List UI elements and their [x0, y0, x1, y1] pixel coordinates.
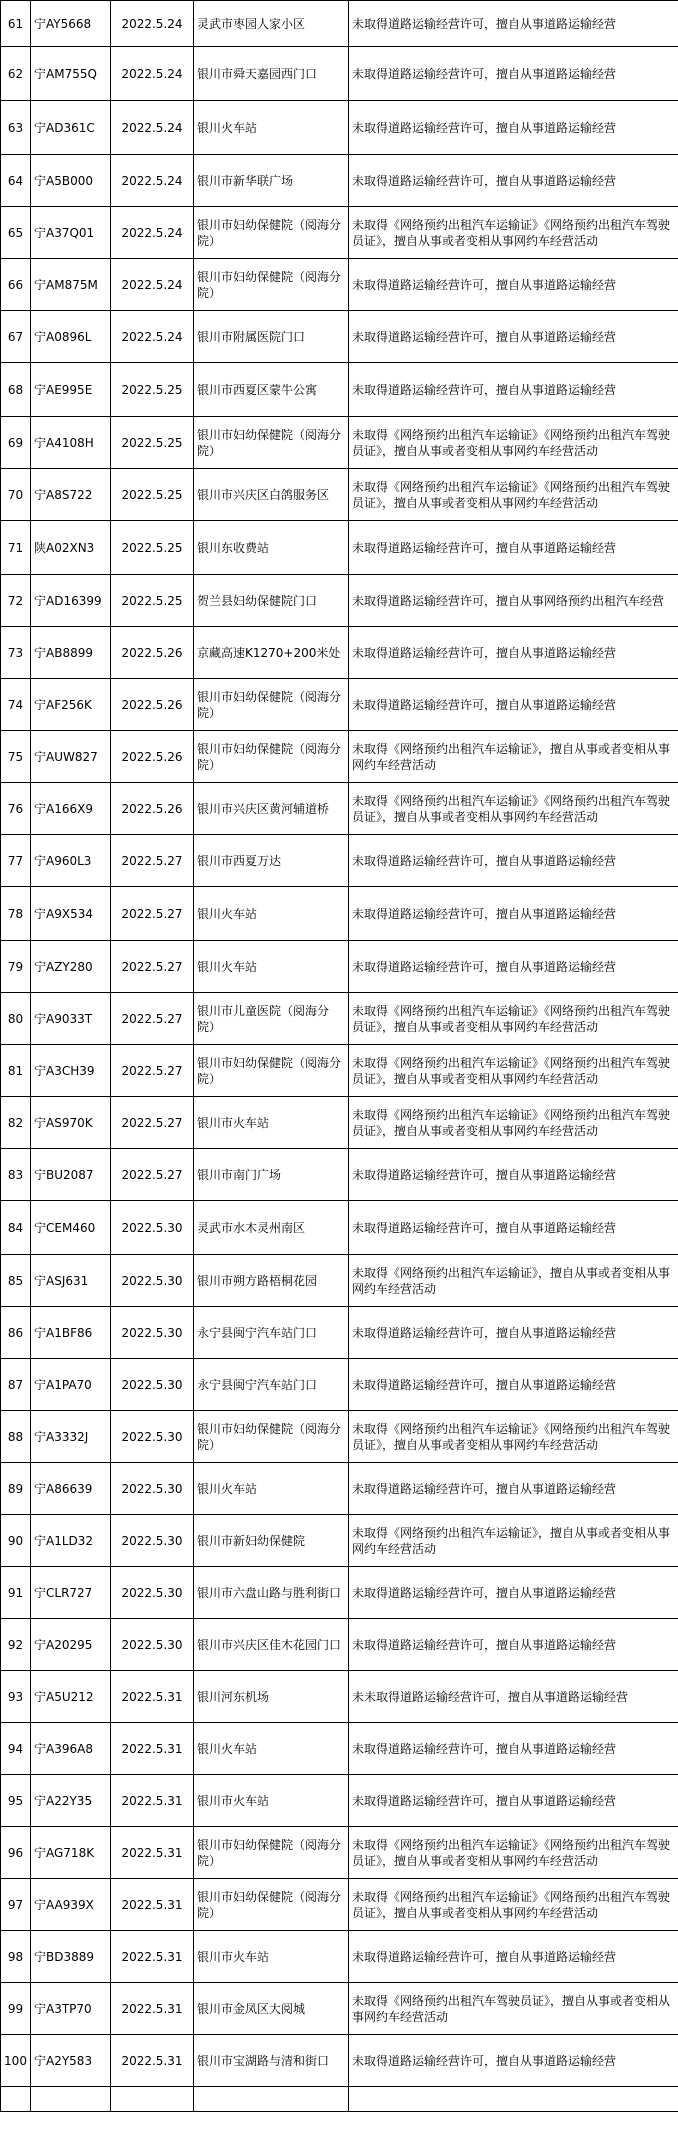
record-date: 2022.5.31 — [111, 1827, 194, 1879]
plate-number: 宁AF256K — [31, 679, 111, 731]
record-date: 2022.5.26 — [111, 731, 194, 783]
record-number: 89 — [1, 1463, 31, 1515]
record-number: 75 — [1, 731, 31, 783]
location: 银川市妇幼保健院（阅海分院） — [194, 207, 349, 259]
table-row — [1, 1515, 678, 1567]
location: 贺兰县妇幼保健院门口 — [194, 575, 349, 627]
record-date: 2022.5.27 — [111, 835, 194, 887]
plate-number: 宁A9X534 — [31, 887, 111, 941]
table-row — [1, 731, 678, 783]
table-row — [1, 521, 678, 575]
record-date: 2022.5.30 — [111, 1201, 194, 1255]
record-date: 2022.5.24 — [111, 47, 194, 101]
location: 银川市兴庆区白鸽服务区 — [194, 469, 349, 521]
record-number: 88 — [1, 1411, 31, 1463]
record-number — [1, 2087, 31, 2112]
location: 永宁县闽宁汽车站门口 — [194, 1359, 349, 1411]
record-date: 2022.5.24 — [111, 1, 194, 47]
record-number: 69 — [1, 417, 31, 469]
record-date: 2022.5.27 — [111, 1045, 194, 1097]
table-row — [1, 1255, 678, 1307]
record-date: 2022.5.24 — [111, 101, 194, 155]
record-number: 100 — [1, 2035, 31, 2087]
record-number: 74 — [1, 679, 31, 731]
record-number: 77 — [1, 835, 31, 887]
record-date: 2022.5.24 — [111, 311, 194, 363]
table-row — [1, 417, 678, 469]
record-date: 2022.5.26 — [111, 783, 194, 835]
table-row — [1, 1619, 678, 1671]
violations-table-body — [1, 1, 678, 2112]
violation-description: 未取得道路运输经营许可，擅自从事道路运输经营 — [349, 311, 678, 363]
location: 银川市西夏区蒙牛公寓 — [194, 363, 349, 417]
record-date: 2022.5.24 — [111, 207, 194, 259]
plate-number: 宁BU2087 — [31, 1149, 111, 1201]
plate-number: 宁AUW827 — [31, 731, 111, 783]
table-row — [1, 259, 678, 311]
violation-description: 未取得道路运输经营许可，擅自从事道路运输经营 — [349, 521, 678, 575]
location: 银川市兴庆区佳木花园门口 — [194, 1619, 349, 1671]
record-date: 2022.5.25 — [111, 521, 194, 575]
table-row — [1, 1567, 678, 1619]
violation-description: 未取得道路运输经营许可，擅自从事道路运输经营 — [349, 1619, 678, 1671]
location: 银川市附属医院门口 — [194, 311, 349, 363]
table-row — [1, 207, 678, 259]
record-date: 2022.5.30 — [111, 1255, 194, 1307]
location: 银川市妇幼保健院（阅海分院） — [194, 417, 349, 469]
record-number: 99 — [1, 1983, 31, 2035]
table-row — [1, 1879, 678, 1931]
record-date: 2022.5.31 — [111, 1723, 194, 1775]
record-date: 2022.5.30 — [111, 1307, 194, 1359]
plate-number: 宁A0896L — [31, 311, 111, 363]
violation-description: 未取得道路运输经营许可，擅自从事道路运输经营 — [349, 1567, 678, 1619]
violation-description: 未取得道路运输经营许可，擅自从事道路运输经营 — [349, 627, 678, 679]
plate-number: 宁A5U212 — [31, 1671, 111, 1723]
record-date: 2022.5.25 — [111, 417, 194, 469]
plate-number: 宁CEM460 — [31, 1201, 111, 1255]
table-row — [1, 1723, 678, 1775]
location: 银川市兴庆区黄河辅道桥 — [194, 783, 349, 835]
location: 银川市新华联广场 — [194, 155, 349, 207]
plate-number: 宁A3332J — [31, 1411, 111, 1463]
violation-description: 未取得《网络预约出租汽车运输证》《网络预约出租汽车驾驶员证》，擅自从事或者变相从事网约车经营活动 — [349, 417, 678, 469]
record-date: 2022.5.31 — [111, 2035, 194, 2087]
plate-number: 宁AB8899 — [31, 627, 111, 679]
record-number: 63 — [1, 101, 31, 155]
location: 银川市朔方路梧桐花园 — [194, 1255, 349, 1307]
table-row — [1, 1775, 678, 1827]
plate-number: 宁A20295 — [31, 1619, 111, 1671]
table-row — [1, 575, 678, 627]
record-number: 94 — [1, 1723, 31, 1775]
location: 银川市火车站 — [194, 1775, 349, 1827]
plate-number: 宁A9033T — [31, 993, 111, 1045]
table-row — [1, 1359, 678, 1411]
record-date: 2022.5.30 — [111, 1359, 194, 1411]
record-number: 86 — [1, 1307, 31, 1359]
table-row — [1, 2087, 678, 2112]
record-number: 98 — [1, 1931, 31, 1983]
plate-number: 宁AS970K — [31, 1097, 111, 1149]
violation-description: 未取得道路运输经营许可，擅自从事网络预约出租汽车经营 — [349, 575, 678, 627]
table-row — [1, 47, 678, 101]
violation-description: 未取得道路运输经营许可，擅自从事道路运输经营 — [349, 887, 678, 941]
record-number: 71 — [1, 521, 31, 575]
plate-number: 宁ASJ631 — [31, 1255, 111, 1307]
violation-description: 未取得《网络预约出租汽车运输证》《网络预约出租汽车驾驶员证》，擅自从事或者变相从事网约车经营活动 — [349, 207, 678, 259]
table-row — [1, 1201, 678, 1255]
location: 银川东收费站 — [194, 521, 349, 575]
record-number: 72 — [1, 575, 31, 627]
record-number: 96 — [1, 1827, 31, 1879]
record-number: 85 — [1, 1255, 31, 1307]
record-number: 78 — [1, 887, 31, 941]
violation-description: 未未取得道路运输经营许可，擅自从事道路运输经营 — [349, 1671, 678, 1723]
table-row — [1, 363, 678, 417]
table-row — [1, 1827, 678, 1879]
table-row — [1, 311, 678, 363]
violation-description: 未取得道路运输经营许可，擅自从事道路运输经营 — [349, 1931, 678, 1983]
record-number: 97 — [1, 1879, 31, 1931]
location: 银川火车站 — [194, 101, 349, 155]
location: 银川市妇幼保健院（阅海分院） — [194, 1879, 349, 1931]
table-row — [1, 1671, 678, 1723]
plate-number: 宁AA939X — [31, 1879, 111, 1931]
record-date — [111, 2087, 194, 2112]
table-row — [1, 1045, 678, 1097]
record-number: 67 — [1, 311, 31, 363]
location: 银川火车站 — [194, 941, 349, 993]
plate-number: 宁AM875M — [31, 259, 111, 311]
plate-number: 宁A37Q01 — [31, 207, 111, 259]
record-number: 79 — [1, 941, 31, 993]
plate-number: 宁AY5668 — [31, 1, 111, 47]
table-row — [1, 2035, 678, 2087]
record-date: 2022.5.26 — [111, 679, 194, 731]
plate-number: 宁A22Y35 — [31, 1775, 111, 1827]
record-number: 64 — [1, 155, 31, 207]
record-date: 2022.5.31 — [111, 1775, 194, 1827]
violation-description: 未取得道路运输经营许可，擅自从事道路运输经营 — [349, 1723, 678, 1775]
location: 银川市火车站 — [194, 1097, 349, 1149]
location: 银川市金凤区大阅城 — [194, 1983, 349, 2035]
violation-description: 未取得道路运输经营许可，擅自从事道路运输经营 — [349, 363, 678, 417]
record-date: 2022.5.27 — [111, 993, 194, 1045]
location: 银川市妇幼保健院（阅海分院） — [194, 731, 349, 783]
plate-number: 宁A1BF86 — [31, 1307, 111, 1359]
record-number: 66 — [1, 259, 31, 311]
record-number: 92 — [1, 1619, 31, 1671]
plate-number: 宁BD3889 — [31, 1931, 111, 1983]
location: 银川市宝湖路与清和街口 — [194, 2035, 349, 2087]
location: 银川市妇幼保健院（阅海分院） — [194, 259, 349, 311]
plate-number: 宁A166X9 — [31, 783, 111, 835]
location — [194, 2087, 349, 2112]
plate-number: 宁A3TP70 — [31, 1983, 111, 2035]
violation-description: 未取得道路运输经营许可，擅自从事道路运输经营 — [349, 1307, 678, 1359]
table-row — [1, 1463, 678, 1515]
record-number: 76 — [1, 783, 31, 835]
plate-number: 宁A4108H — [31, 417, 111, 469]
violation-description: 未取得道路运输经营许可，擅自从事道路运输经营 — [349, 679, 678, 731]
record-date: 2022.5.24 — [111, 155, 194, 207]
location: 银川市妇幼保健院（阅海分院） — [194, 1045, 349, 1097]
plate-number: 陕A02XN3 — [31, 521, 111, 575]
violation-description: 未取得道路运输经营许可，擅自从事道路运输经营 — [349, 259, 678, 311]
record-number: 80 — [1, 993, 31, 1045]
record-date: 2022.5.30 — [111, 1515, 194, 1567]
record-date: 2022.5.27 — [111, 887, 194, 941]
location: 银川火车站 — [194, 1463, 349, 1515]
plate-number: 宁A2Y583 — [31, 2035, 111, 2087]
record-number: 81 — [1, 1045, 31, 1097]
violation-description: 未取得《网络预约出租汽车运输证》《网络预约出租汽车驾驶员证》，擅自从事或者变相从事网约车经营活动 — [349, 1097, 678, 1149]
plate-number: 宁AD16399 — [31, 575, 111, 627]
plate-number: 宁CLR727 — [31, 1567, 111, 1619]
table-row — [1, 887, 678, 941]
plate-number: 宁A960L3 — [31, 835, 111, 887]
plate-number: 宁A86639 — [31, 1463, 111, 1515]
record-number: 82 — [1, 1097, 31, 1149]
table-row — [1, 993, 678, 1045]
location: 银川市舜天嘉园西门口 — [194, 47, 349, 101]
violation-description: 未取得道路运输经营许可，擅自从事道路运输经营 — [349, 1463, 678, 1515]
violation-description: 未取得《网络预约出租汽车运输证》，擅自从事或者变相从事网约车经营活动 — [349, 1515, 678, 1567]
plate-number: 宁AD361C — [31, 101, 111, 155]
violation-description: 未取得道路运输经营许可，擅自从事道路运输经营 — [349, 941, 678, 993]
table-row — [1, 1983, 678, 2035]
violation-description: 未取得《网络预约出租汽车运输证》，擅自从事或者变相从事网约车经营活动 — [349, 731, 678, 783]
violation-description: 未取得道路运输经营许可，擅自从事道路运输经营 — [349, 101, 678, 155]
location: 银川市西夏万达 — [194, 835, 349, 887]
plate-number: 宁A3CH39 — [31, 1045, 111, 1097]
plate-number: 宁AE995E — [31, 363, 111, 417]
violation-description: 未取得道路运输经营许可，擅自从事道路运输经营 — [349, 835, 678, 887]
location: 灵武市枣园人家小区 — [194, 1, 349, 47]
record-date: 2022.5.31 — [111, 1671, 194, 1723]
record-number: 93 — [1, 1671, 31, 1723]
violation-description: 未取得道路运输经营许可，擅自从事道路运输经营 — [349, 47, 678, 101]
violation-description: 未取得《网络预约出租汽车运输证》《网络预约出租汽车驾驶员证》，擅自从事或者变相从事网约车经营活动 — [349, 1045, 678, 1097]
table-row — [1, 1149, 678, 1201]
record-number: 65 — [1, 207, 31, 259]
record-number: 95 — [1, 1775, 31, 1827]
record-date: 2022.5.27 — [111, 941, 194, 993]
record-number: 73 — [1, 627, 31, 679]
location: 银川市妇幼保健院（阅海分院） — [194, 1827, 349, 1879]
violation-description: 未取得道路运输经营许可，擅自从事道路运输经营 — [349, 155, 678, 207]
location: 银川火车站 — [194, 1723, 349, 1775]
location: 银川市南门广场 — [194, 1149, 349, 1201]
plate-number: 宁AZY280 — [31, 941, 111, 993]
table-row — [1, 679, 678, 731]
location: 银川市妇幼保健院（阅海分院） — [194, 1411, 349, 1463]
record-date: 2022.5.30 — [111, 1411, 194, 1463]
record-date: 2022.5.26 — [111, 627, 194, 679]
record-number: 90 — [1, 1515, 31, 1567]
record-date: 2022.5.25 — [111, 469, 194, 521]
table-row — [1, 627, 678, 679]
violation-description: 未取得《网络预约出租汽车运输证》《网络预约出租汽车驾驶员证》，擅自从事或者变相从事网约车经营活动 — [349, 993, 678, 1045]
violation-description: 未取得道路运输经营许可，擅自从事道路运输经营 — [349, 1775, 678, 1827]
record-date: 2022.5.27 — [111, 1097, 194, 1149]
table-row — [1, 155, 678, 207]
plate-number: 宁AM755Q — [31, 47, 111, 101]
violation-description: 未取得《网络预约出租汽车运输证》《网络预约出租汽车驾驶员证》，擅自从事或者变相从事网约车经营活动 — [349, 469, 678, 521]
record-date: 2022.5.30 — [111, 1567, 194, 1619]
table-row — [1, 1931, 678, 1983]
table-row — [1, 1, 678, 47]
table-row — [1, 469, 678, 521]
violation-description: 未取得《网络预约出租汽车驾驶员证》，擅自从事或者变相从事网约车经营活动 — [349, 1983, 678, 2035]
record-date: 2022.5.31 — [111, 1931, 194, 1983]
record-number: 68 — [1, 363, 31, 417]
table-row — [1, 835, 678, 887]
record-number: 84 — [1, 1201, 31, 1255]
plate-number: 宁A396A8 — [31, 1723, 111, 1775]
violation-description: 未取得道路运输经营许可，擅自从事道路运输经营 — [349, 1359, 678, 1411]
location: 银川火车站 — [194, 887, 349, 941]
location: 银川市儿童医院（阅海分院） — [194, 993, 349, 1045]
location: 京藏高速K1270+200米处 — [194, 627, 349, 679]
violation-description: 未取得道路运输经营许可，擅自从事道路运输经营 — [349, 1, 678, 47]
record-number: 70 — [1, 469, 31, 521]
plate-number: 宁A1PA70 — [31, 1359, 111, 1411]
table-row — [1, 1411, 678, 1463]
location: 永宁县闽宁汽车站门口 — [194, 1307, 349, 1359]
violation-description: 未取得《网络预约出租汽车运输证》《网络预约出租汽车驾驶员证》，擅自从事或者变相从事网约车经营活动 — [349, 1827, 678, 1879]
record-number: 91 — [1, 1567, 31, 1619]
location: 银川市妇幼保健院（阅海分院） — [194, 679, 349, 731]
plate-number: 宁A1LD32 — [31, 1515, 111, 1567]
plate-number: 宁A5B000 — [31, 155, 111, 207]
record-date: 2022.5.31 — [111, 1983, 194, 2035]
record-number: 87 — [1, 1359, 31, 1411]
violation-description: 未取得道路运输经营许可，擅自从事道路运输经营 — [349, 2035, 678, 2087]
record-number: 83 — [1, 1149, 31, 1201]
violation-description — [349, 2087, 678, 2112]
record-date: 2022.5.31 — [111, 1879, 194, 1931]
record-date: 2022.5.30 — [111, 1619, 194, 1671]
record-date: 2022.5.25 — [111, 363, 194, 417]
record-date: 2022.5.27 — [111, 1149, 194, 1201]
record-date: 2022.5.24 — [111, 259, 194, 311]
table-row — [1, 1307, 678, 1359]
violation-description: 未取得《网络预约出租汽车运输证》《网络预约出租汽车驾驶员证》，擅自从事或者变相从事网约车经营活动 — [349, 1411, 678, 1463]
location: 银川河东机场 — [194, 1671, 349, 1723]
table-row — [1, 783, 678, 835]
record-number: 62 — [1, 47, 31, 101]
record-date: 2022.5.30 — [111, 1463, 194, 1515]
table-row — [1, 941, 678, 993]
record-date: 2022.5.25 — [111, 575, 194, 627]
table-row — [1, 1097, 678, 1149]
location: 灵武市水木灵州南区 — [194, 1201, 349, 1255]
plate-number — [31, 2087, 111, 2112]
violation-description: 未取得道路运输经营许可，擅自从事道路运输经营 — [349, 1201, 678, 1255]
plate-number: 宁AG718K — [31, 1827, 111, 1879]
violation-description: 未取得《网络预约出租汽车运输证》《网络预约出租汽车驾驶员证》，擅自从事或者变相从事网约车经营活动 — [349, 783, 678, 835]
violation-description: 未取得《网络预约出租汽车运输证》《网络预约出租汽车驾驶员证》，擅自从事或者变相从事网约车经营活动 — [349, 1879, 678, 1931]
location: 银川市六盘山路与胜利街口 — [194, 1567, 349, 1619]
location: 银川市火车站 — [194, 1931, 349, 1983]
location: 银川市新妇幼保健院 — [194, 1515, 349, 1567]
violation-description: 未取得《网络预约出租汽车运输证》，擅自从事或者变相从事网约车经营活动 — [349, 1255, 678, 1307]
record-number: 61 — [1, 1, 31, 47]
violation-description: 未取得道路运输经营许可，擅自从事道路运输经营 — [349, 1149, 678, 1201]
plate-number: 宁A8S722 — [31, 469, 111, 521]
table-row — [1, 101, 678, 155]
